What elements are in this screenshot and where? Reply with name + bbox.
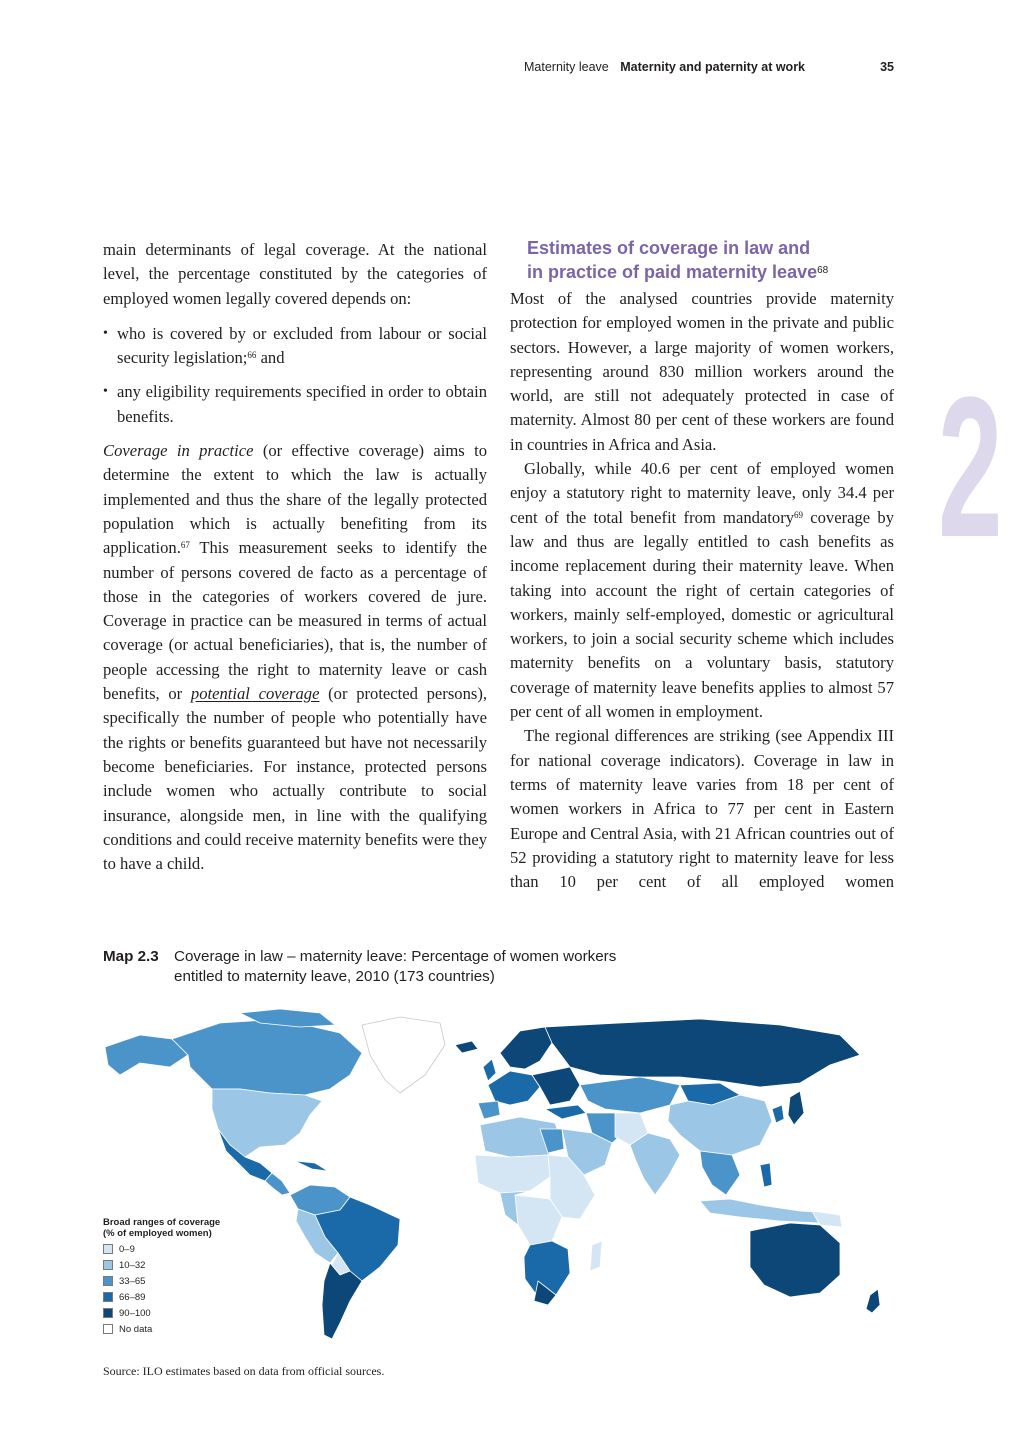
bullet-text: who is covered by or excluded from labour or social security legislation;	[117, 323, 487, 368]
legend-swatch	[103, 1260, 113, 1270]
legend-label: No data	[119, 1323, 153, 1335]
paragraph	[510, 457, 894, 724]
map-legend	[103, 1217, 220, 1337]
map-title-line: entitled to maternity leave, 2010 (173 countries)	[174, 968, 495, 985]
paragraph: Most of the analysed countries provide maternity protection for employed women in the private and public sectors. However, a large majority of women workers, representing around 830 million workers around the world, are still not adequately protected in case of maternity. Almost 80 per cent of these workers are found in countries in Africa and Asia.	[510, 289, 894, 454]
list-item	[103, 322, 487, 371]
legend-item	[103, 1241, 220, 1257]
left-column	[103, 238, 487, 876]
paragraph-text: Globally, while 40.6 per cent of employed women enjoy a statutory right to maternity leave, only 34.4 per cent of the total benefit from mandatory	[510, 459, 894, 527]
region-iceland	[455, 1041, 478, 1053]
list-item	[103, 380, 487, 429]
paragraph-text: This measurement seeks to identify the number of persons covered de facto as a percentage of those in the categories of workers covered de jure. Coverage in practice can be measured in terms of actual coverage (or actual beneficiaries), that is, the number of people accessing the right to maternity leave or cash benefits, or	[103, 538, 487, 704]
legend-swatch	[103, 1324, 113, 1334]
region-japan	[788, 1091, 804, 1125]
running-header	[524, 60, 894, 74]
page-number: 35	[880, 60, 894, 74]
legend-label: 90–100	[119, 1307, 151, 1319]
source-note: Source: ILO estimates based on data from official sources.	[103, 1364, 385, 1378]
region-china	[668, 1095, 772, 1155]
legend-item	[103, 1289, 220, 1305]
legend-label: 10–32	[119, 1259, 146, 1271]
footnote-ref: 66	[247, 350, 257, 361]
footnote-ref: 67	[180, 540, 190, 551]
legend-rows	[103, 1241, 220, 1337]
map-title	[174, 947, 734, 987]
region-western-europe	[488, 1071, 540, 1105]
bullet-list	[103, 322, 487, 429]
legend-swatch	[103, 1292, 113, 1302]
legend-title-line: Broad ranges of coverage	[103, 1217, 221, 1228]
region-iberia	[478, 1101, 500, 1119]
region-indonesia	[700, 1199, 830, 1223]
legend-swatch	[103, 1276, 113, 1286]
legend-item	[103, 1257, 220, 1273]
header-section: Maternity leave	[524, 60, 609, 74]
region-india	[630, 1133, 680, 1195]
region-philippines	[760, 1163, 772, 1187]
legend-swatch	[103, 1308, 113, 1318]
region-central-asia	[580, 1077, 680, 1113]
footnote-ref: 68	[817, 265, 829, 276]
right-column	[510, 238, 894, 894]
legend-title-line: (% of employed women)	[103, 1228, 212, 1239]
paragraph-text: (or effective coverage) aims to determine the extent to which the law is actually implemented and thus the share of the legally protected population which is actually benefiting from its application.	[103, 441, 487, 558]
footnote-ref: 69	[794, 509, 804, 520]
legend-label: 66–89	[119, 1291, 146, 1303]
region-uk	[483, 1059, 496, 1081]
region-turkey	[545, 1105, 586, 1119]
paragraph-text: (or protected persons), specifically the number of people who potentially have the rights or benefits guaranteed but have not necessarily become beneficiaries. For instance, protected persons include women who actually contribute to social insurance, alongside men, in line with the qualifying conditions and could receive maternity benefits were they to have a child.	[103, 684, 488, 874]
region-scandinavia	[500, 1027, 552, 1069]
term-coverage-in-practice: Coverage in practice	[103, 441, 254, 461]
header-chapter: Maternity and paternity at work	[620, 60, 806, 74]
bullet-text: any eligibility requirements specified in order to obtain benefits.	[117, 382, 487, 426]
region-new-zealand	[866, 1289, 880, 1313]
subheading-line: Estimates of coverage in law and	[527, 238, 811, 258]
legend-item	[103, 1305, 220, 1321]
subheading-line: in practice of paid maternity leave	[527, 262, 818, 282]
region-korea	[772, 1105, 784, 1123]
bullet-icon: •	[103, 325, 108, 341]
legend-title	[103, 1217, 220, 1239]
region-greenland	[362, 1017, 445, 1093]
region-russia	[545, 1019, 860, 1087]
paragraph-text: coverage by law and thus are legally entitled to cash benefits as income replacement during their maternity leave. When taking into account the right of certain categories of workers, mainly self-employed, domestic or agricultural workers, to join a social security scheme which includes maternity benefits on a voluntary basis, statutory coverage of maternity leave benefits applies to almost 57 per cent of all women in employment.	[510, 507, 894, 722]
region-caribbean	[295, 1161, 328, 1171]
region-eastern-europe	[532, 1067, 580, 1105]
region-madagascar	[590, 1241, 602, 1271]
bullet-icon: •	[103, 384, 108, 400]
term-potential-coverage: potential coverage	[190, 684, 320, 704]
chapter-number-marker: 2	[938, 356, 1003, 579]
intro-paragraph: main determinants of legal coverage. At the national level, the percentage constituted by the categories of employed women legally covered depends on:	[103, 240, 487, 308]
map-title-line: Coverage in law – maternity leave: Percentage of women workers	[174, 948, 617, 965]
legend-label: 0–9	[119, 1243, 135, 1255]
legend-swatch	[103, 1244, 113, 1254]
paragraph: The regional differences are striking (see Appendix III for national coverage indicators). Coverage in law in terms of maternity leave varies from 18 per cent of women workers in Africa to 77 per cent in Eastern Europe and Central Asia, with 21 African countries out of 52 providing a statutory right to maternity leave for less than 10 per cent of all employed women	[510, 726, 894, 892]
region-canada	[172, 1019, 362, 1095]
legend-item	[103, 1321, 220, 1337]
region-southeast-asia	[700, 1151, 740, 1195]
region-australia	[750, 1223, 840, 1297]
region-west-africa	[475, 1155, 550, 1193]
legend-label: 33–65	[119, 1275, 146, 1287]
bullet-text-end: and	[256, 348, 285, 368]
coverage-practice-paragraph	[103, 439, 487, 876]
section-subheading	[527, 236, 894, 284]
region-central-america	[265, 1173, 290, 1195]
map-label: Map 2.3	[103, 948, 159, 965]
legend-item	[103, 1273, 220, 1289]
